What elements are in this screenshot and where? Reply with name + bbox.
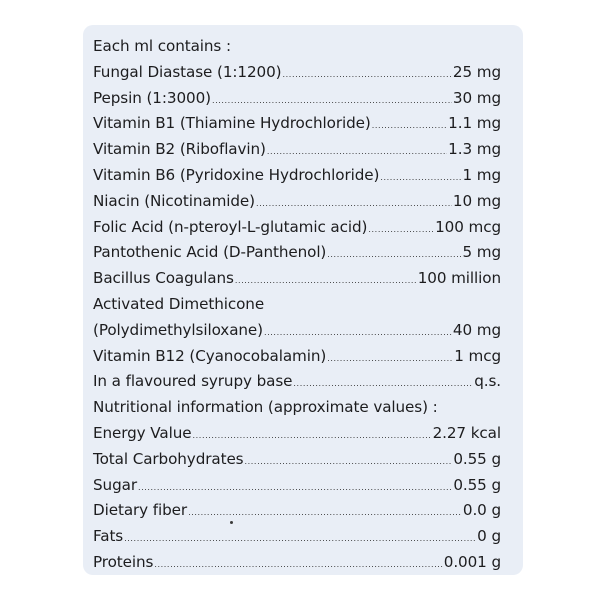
nutrition-row [93,524,501,550]
ingredient-amount: 100 mcg [435,217,501,236]
nutrient-amount: 0.001 g [443,552,501,571]
ingredient-row [93,189,501,215]
dot-leader [193,423,432,449]
ingredient-name: Vitamin B1 (Thiamine Hydrochloride) [93,114,371,133]
ingredient-amount: 1 mcg [454,346,501,365]
ingredient-name: Pepsin (1:3000) [93,88,211,107]
dot-leader [293,371,473,397]
dot-leader [327,346,453,372]
nutrition-row [93,421,501,447]
nutrient-amount: 2.27 kcal [432,423,501,442]
ingredient-row [93,369,501,395]
ingredient-name: Pantothenic Acid (D-Panthenol) [93,243,327,262]
ingredient-name: In a flavoured syrupy base [93,372,293,391]
ingredient-row [93,240,501,266]
ingredient-name: Vitamin B12 (Cyanocobalamin) [93,346,327,365]
ingredient-row [93,266,501,292]
nutrition-row [93,473,501,499]
ingredient-amount: 1 mg [462,165,501,184]
ingredient-row [93,111,501,137]
dot-leader [368,217,434,243]
nutrient-name: Proteins [93,552,154,571]
ingredient-amount: 1.1 mg [448,114,501,133]
ingredient-row [93,137,501,163]
nutrition-row [93,550,501,576]
nutrient-amount: 0.0 g [462,501,501,520]
dot-leader [245,449,453,475]
nutrition-row [93,447,501,473]
nutrition-header: Nutritional information (approximate values) : [93,398,438,417]
ingredient-name: Vitamin B6 (Pyridoxine Hydrochloride) [93,165,380,184]
dot-leader [327,242,461,268]
dot-leader [212,88,452,114]
dot-leader [235,268,417,294]
dot-leader [138,475,452,501]
ingredient-amount: 1.3 mg [448,140,501,159]
ingredient-name: Folic Acid (n-pteroyl-L-glutamic acid) [93,217,368,236]
print-speck [230,521,233,524]
nutrient-name: Sugar [93,475,137,494]
nutrient-amount: 0.55 g [453,449,501,468]
nutrient-amount: 0.55 g [453,475,501,494]
ingredient-amount: 100 million [417,269,501,288]
ingredient-row [93,318,501,344]
ingredient-name: Niacin (Nicotinamide) [93,191,255,210]
ingredient-row [93,215,501,241]
dot-leader [256,191,452,217]
ingredient-amount: 25 mg [452,62,501,81]
nutrient-name: Dietary fiber [93,501,188,520]
ingredient-name: Fungal Diastase (1:1200) [93,62,282,81]
ingredient-row [93,344,501,370]
dot-leader [283,62,452,88]
ingredient-amount: 10 mg [452,191,501,210]
label-panel [83,25,523,575]
ingredient-row [93,86,501,112]
ingredient-row [93,60,501,86]
dot-leader [124,526,476,552]
ingredient-name: Vitamin B2 (Riboflavin) [93,140,266,159]
dot-leader [154,552,442,578]
ingredient-amount: 30 mg [452,88,501,107]
dot-leader [372,113,447,139]
contents-header: Each ml contains : [93,37,231,55]
nutrition-row [93,498,501,524]
nutrient-amount: 0 g [477,527,501,546]
ingredient-name: Bacillus Coagulans [93,269,234,288]
dot-leader [264,320,452,346]
ingredient-name: (Polydimethylsiloxane) [93,320,263,339]
ingredient-amount: 5 mg [462,243,501,262]
ingredient-amount: 40 mg [452,320,501,339]
nutrient-name: Fats [93,527,124,546]
ingredient-name-line1: Activated Dimethicone [93,294,265,313]
ingredient-row [93,163,501,189]
nutrient-name: Total Carbohydrates [93,449,244,468]
ingredient-amount: q.s. [474,372,501,391]
dot-leader [267,139,447,165]
nutrient-name: Energy Value [93,423,192,442]
dot-leader [380,165,461,191]
